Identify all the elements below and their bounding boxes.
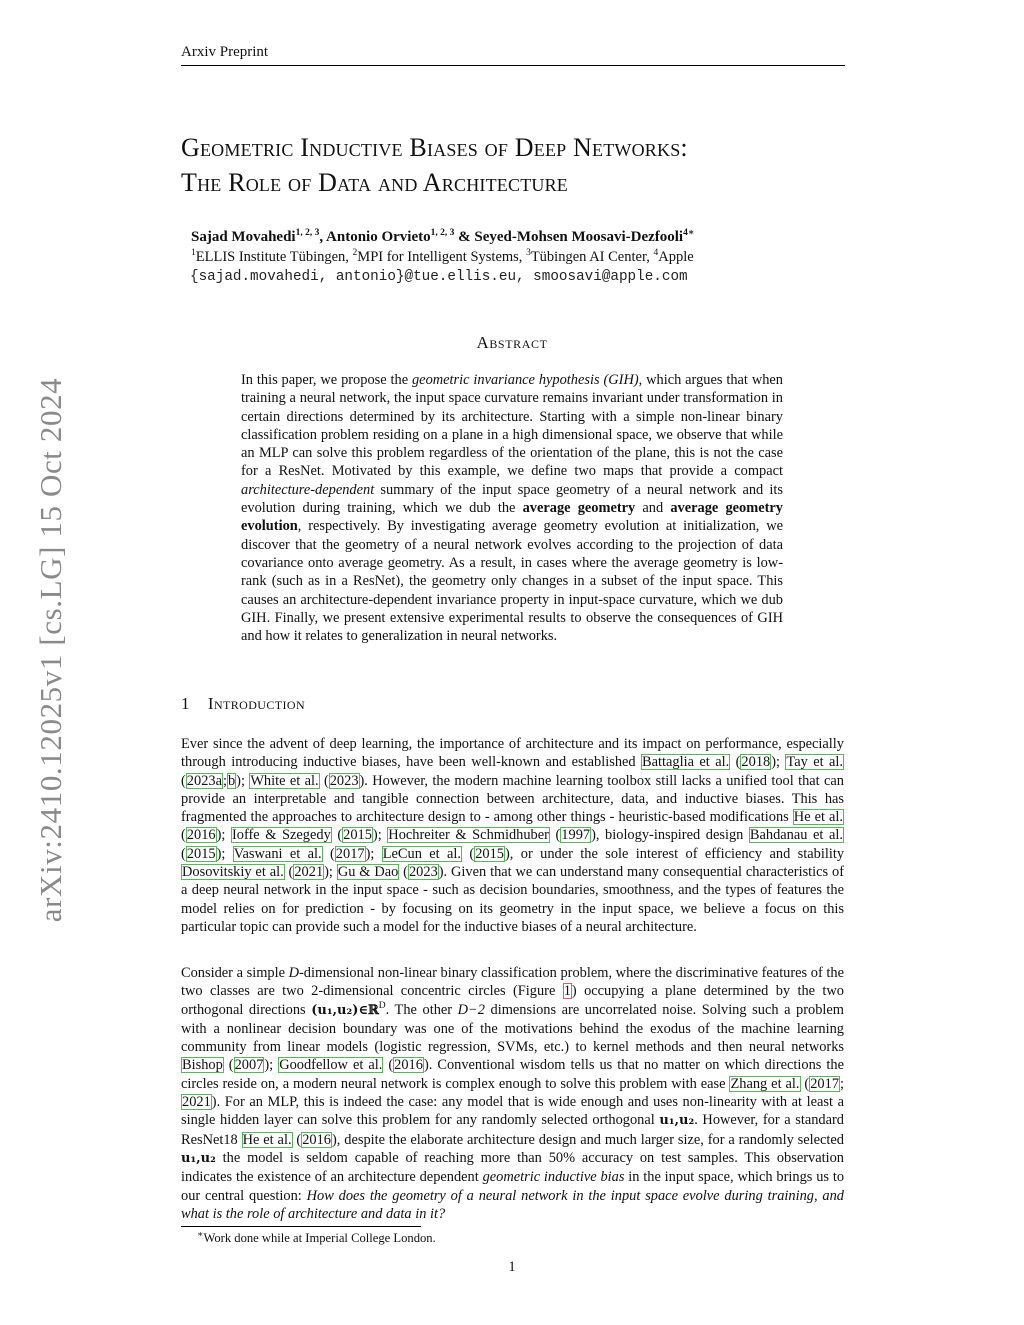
text: . However, for a standard ResNet18: [181, 1112, 845, 1148]
text: (: [181, 772, 186, 789]
citation-link[interactable]: 2015: [343, 827, 372, 844]
text: Consider a simple: [181, 965, 289, 981]
header-rule: [181, 65, 845, 66]
text: (: [383, 1057, 394, 1074]
text: ;: [840, 1075, 845, 1092]
math: 50%: [548, 1149, 576, 1166]
section-title: Introduction: [207, 694, 306, 713]
math: D: [378, 1000, 386, 1011]
running-header: Arxiv Preprint: [181, 44, 269, 60]
affil-mark: 4: [653, 248, 659, 259]
abstract-heading: Abstract: [476, 333, 548, 352]
affil-text: MPI for Intelligent Systems,: [357, 249, 527, 265]
citation-link[interactable]: Gu & Dao: [337, 864, 399, 881]
author-3-affil: 4∗: [683, 228, 695, 238]
citation-link[interactable]: 2023: [408, 864, 438, 881]
title-line-2: The Role of Data and Architecture: [181, 168, 568, 197]
text: (: [462, 845, 475, 862]
text: );: [236, 772, 250, 789]
citation-link[interactable]: Vaswani et al.: [233, 845, 322, 862]
citation-link[interactable]: 2016: [302, 1131, 331, 1148]
text: summary of the input space geometry of a neural network and its evolution during training, which we dub the: [241, 481, 783, 517]
math: u₁,u₂: [181, 1150, 216, 1166]
text: );: [264, 1057, 279, 1074]
citation-link[interactable]: b: [227, 772, 236, 789]
citation-link[interactable]: Bahdanau et al.: [749, 827, 843, 844]
text: in the input space, which brings us to our central question:: [181, 1169, 845, 1204]
author-sep: &: [454, 229, 475, 245]
affil-text: Tübingen AI Center,: [530, 249, 654, 265]
text: (: [800, 1075, 810, 1092]
citation-link[interactable]: Goodfellow et al.: [279, 1057, 383, 1074]
citation-link[interactable]: 2015: [186, 845, 216, 862]
affil-mark: 1: [191, 248, 196, 259]
text: ;: [222, 772, 227, 789]
citation-link[interactable]: 2021: [294, 864, 324, 881]
intro-paragraph-2: [181, 964, 844, 1223]
emph: architecture-dependent: [241, 481, 375, 498]
citation-link[interactable]: 2017: [810, 1075, 840, 1092]
bold-term: average geometry evolution: [241, 500, 783, 535]
affiliations: [191, 247, 694, 267]
text: (: [181, 845, 186, 862]
author-2-affil: 1, 2, 3: [430, 228, 455, 238]
title-line-1: Geometric Inductive Biases of Deep Networks:: [181, 133, 688, 162]
citation-link[interactable]: 2021: [182, 1094, 211, 1111]
text: ). Conventional wisdom tells us that no matter on which directions the circles reside on, a modern neural network is complex enough to solve this problem with ease: [181, 1057, 844, 1092]
text: ). For an MLP, this is indeed the case: any model that is wide enough and uses non-linearity with at least a single hidden layer can solve this problem for any randomly selected orthogonal: [181, 1094, 844, 1129]
page-number: 1: [508, 1259, 516, 1275]
math: D: [288, 965, 300, 981]
text: );: [771, 754, 786, 771]
math: D−2: [457, 1001, 485, 1018]
text: (: [319, 772, 329, 789]
text: );: [216, 845, 233, 862]
author-3: Seyed-Mohsen Moosavi-Dezfooli: [474, 229, 684, 245]
footnote: [197, 1231, 436, 1246]
intro-paragraph-1: [181, 735, 844, 936]
footnote-text: Work done while at Imperial College London.: [203, 1231, 436, 1245]
text: ), despite the elaborate architecture design and much larger size, for a randomly selected: [332, 1131, 845, 1148]
text: (: [322, 845, 335, 862]
author-2: Antonio Orvieto: [326, 229, 431, 245]
text: , which argues that when training a neural network, the input space curvature remains invariant under transformation in certain directions determined by its architecture. Starting with a simple non-linear binary classification problem residing on a plane in a high dimensional space, we observe that while an MLP can solve this problem regardless of the orientation of the plane, this is not the case for a ResNet. Motivated by this example, we define two maps that provide a compact: [241, 372, 783, 480]
text: );: [365, 845, 382, 862]
affil-mark: 3: [526, 248, 531, 259]
citation-link[interactable]: Bishop: [182, 1057, 223, 1074]
text: In this paper, we propose the: [241, 372, 412, 388]
citation-link[interactable]: Ioffe & Szegedy: [231, 827, 331, 844]
text: );: [372, 827, 388, 844]
citation-link[interactable]: Battaglia et al.: [642, 754, 730, 771]
text: , respectively. By investigating average geometry evolution at initialization, we discover that the geometry of a neural network evolves according to the projection of data covariance onto average geometry. As a result, in cases where the average geometry is low-rank (such as in a ResNet), the geometry only changes in a subset of the input space. This causes an architecture-dependent invariance property in input-space curvature, which we dub GIH. Finally, we present extensive experimental results to observe the consequences of GIH and how it relates to generalization in neural networks.: [241, 518, 783, 645]
author-list: [191, 227, 694, 247]
text: (: [181, 827, 186, 844]
paper-title: [181, 130, 861, 200]
text: );: [216, 827, 231, 844]
abstract-text: [241, 371, 783, 645]
text: (: [284, 864, 294, 881]
citation-link[interactable]: He et al.: [242, 1131, 292, 1148]
citation-link[interactable]: He et al.: [793, 809, 843, 826]
math: u₁,u₂: [659, 1113, 695, 1129]
bold-term: average geometry: [522, 500, 636, 517]
footnote-rule: [181, 1226, 421, 1227]
citation-link[interactable]: 2017: [335, 845, 365, 862]
author-sep: ,: [319, 229, 327, 245]
affil-text: Apple: [658, 249, 694, 265]
citation-link[interactable]: 2016: [186, 827, 216, 844]
text: ) occupying a plane determined by the two orthogonal directions: [181, 983, 844, 1018]
text: ), biology-inspired design: [591, 827, 749, 844]
text: (: [223, 1057, 234, 1074]
affil-text: ELLIS Institute Tübingen,: [195, 249, 353, 265]
emph: geometric invariance hypothesis (GIH): [411, 372, 639, 388]
section-number: 1: [181, 694, 190, 713]
footnote-mark: ∗: [197, 1229, 204, 1240]
emph: How does the geometry of a neural network in the input space evolve during training, and what is the role of architecture and data in it?: [181, 1187, 844, 1222]
citation-link[interactable]: LeCun et al.: [382, 845, 462, 862]
text: ). Given that we can understand many consequential characteristics of a deep neural network in the input space - such as decision boundaries, smoothness, and the types of features the model relies on for prediction - by focusing on its geometry in the input space, we believe a focus on this particular topic can provide such a model for the inductive biases of a neural architecture.: [181, 864, 845, 935]
citation-link[interactable]: 2007: [234, 1057, 264, 1074]
text: (: [292, 1131, 302, 1148]
citation-link[interactable]: Dosovitskiy et al.: [182, 864, 284, 881]
text: -dimensional non-linear binary classification problem, where the discriminative features of the two classes are two 2-dimensional concentric circles (Figure: [181, 965, 844, 1000]
citation-link[interactable]: 1997: [561, 827, 591, 844]
text: the model is seldom capable of reaching more than: [215, 1149, 549, 1166]
author-1: Sajad Movahedi: [191, 229, 296, 245]
text: Ever since the advent of deep learning, the importance of architecture and its impact on performance, especially through introducing inductive biases, have been well-known and established: [181, 736, 844, 771]
section-heading: [181, 694, 305, 714]
citation-link[interactable]: 2018: [741, 754, 771, 771]
text: (: [549, 827, 561, 844]
citation-link[interactable]: 2016: [394, 1057, 423, 1074]
text: (: [730, 754, 741, 771]
affil-mark: 2: [352, 248, 358, 259]
author-emails: {sajad.movahedi, antonio}@tue.ellis.eu, smoosavi@apple.com: [190, 269, 688, 285]
text: (: [399, 864, 408, 881]
citation-link[interactable]: 2023: [329, 772, 359, 789]
text: . The other: [385, 1001, 458, 1018]
math: (u₁,u₂)∈ℝ: [311, 1002, 379, 1018]
text: );: [324, 864, 337, 881]
citation-link[interactable]: White et al.: [250, 772, 319, 789]
text: dimensions are uncorrelated noise. Solving such a problem with a nonlinear decision boundary was one of the motivations behind the exodus of the machine learning community from linear models (logistic regression, SVMs, etc.) to kernel methods and then neural networks: [181, 1001, 844, 1056]
text: ). However, the modern machine learning toolbox still lacks a unified tool that can provide an interpretable and tangible connection between architecture, data, and inductive biases. This has fragmented the approaches to architecture design to - among other things - heuristic-based modifications: [181, 772, 844, 826]
citation-link[interactable]: Tay et al.: [786, 754, 844, 771]
text: accuracy on test samples. This observation indicates the existence of an architecture dependent: [181, 1149, 844, 1186]
citation-link[interactable]: Hochreiter & Schmidhuber: [388, 827, 549, 844]
figure-link[interactable]: 1: [563, 983, 571, 1000]
emph: geometric inductive bias: [482, 1169, 625, 1186]
citation-link[interactable]: 2023a: [186, 772, 222, 789]
citation-link[interactable]: Zhang et al.: [730, 1075, 800, 1092]
author-1-affil: 1, 2, 3: [295, 228, 320, 238]
text: and: [635, 500, 671, 517]
arxiv-side-label: arXiv:2410.12025v1 [cs.LG] 15 Oct 2024: [33, 377, 68, 923]
text: (: [331, 827, 343, 844]
citation-link[interactable]: 2015: [475, 845, 504, 862]
text: ), or under the sole interest of efficiency and stability: [505, 845, 845, 862]
